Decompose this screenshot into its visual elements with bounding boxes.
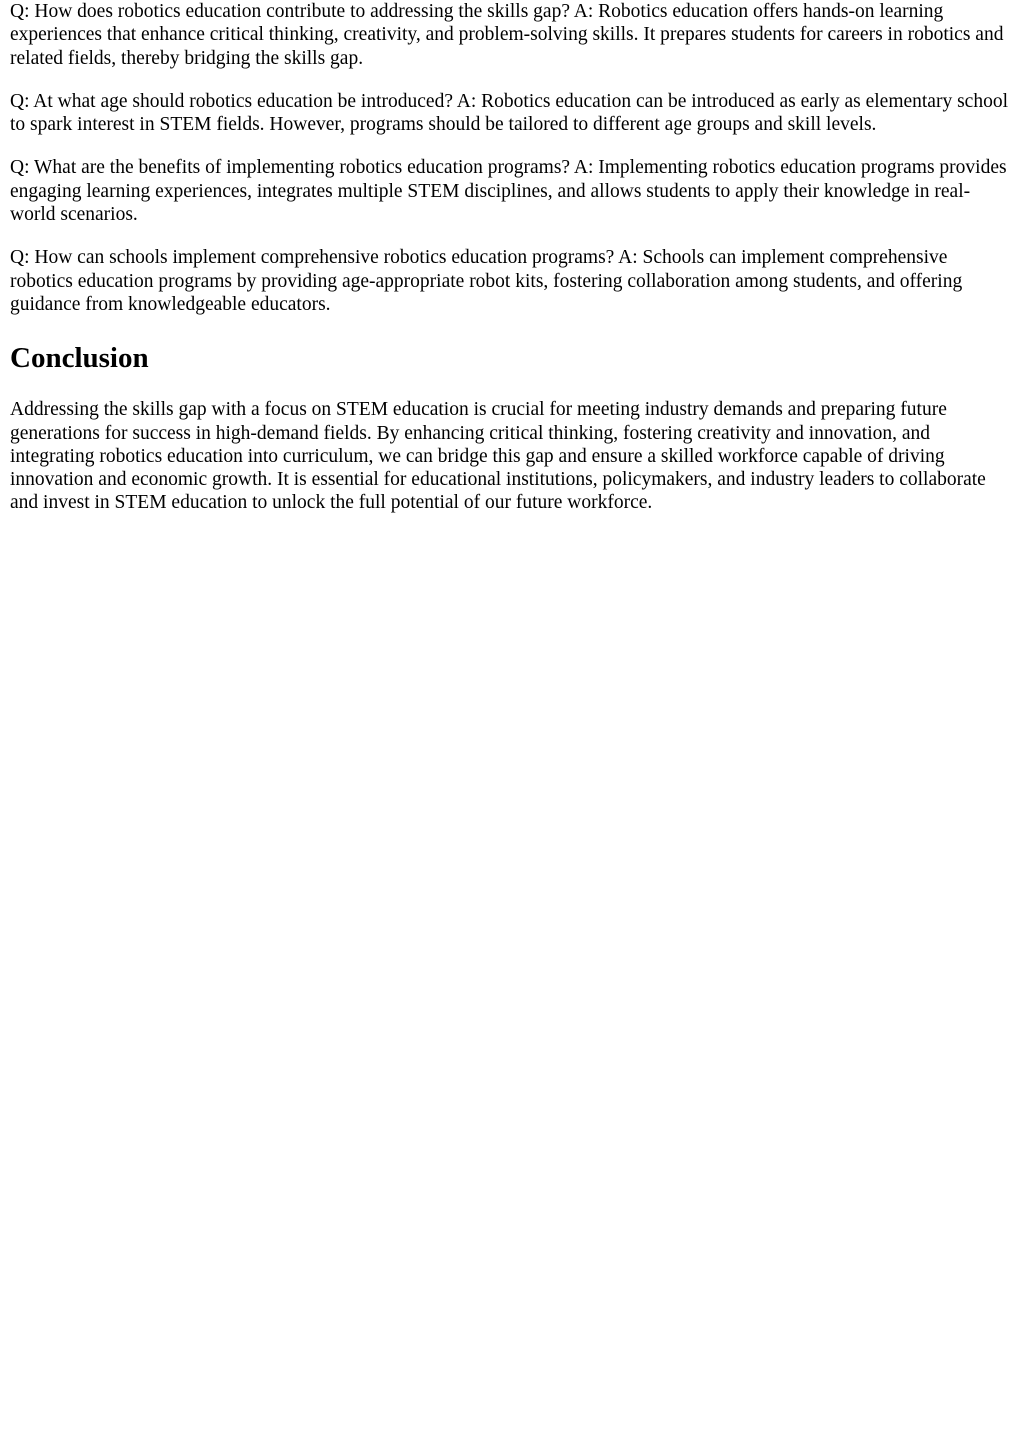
conclusion-heading: Conclusion (10, 342, 149, 375)
document-page (10, 0, 1010, 515)
faq-item-1: Q: How does robotics education contribute to addressing the skills gap? A: Robotics education offers hands-on learning experiences that enhance critical thinking, creativity, and problem-solving skills. It prepares students for careers in robotics and related fields, thereby bridging the skills gap. (10, 1, 1004, 69)
faq-item-3: Q: What are the benefits of implementing robotics education programs? A: Implementing robotics education programs provides engaging learning experiences, integrates multiple STEM disciplines, and allows students to apply their knowledge in real-world scenarios. (10, 157, 1007, 226)
conclusion-paragraph: Addressing the skills gap with a focus on STEM education is crucial for meeting industry demands and preparing future generations for success in high-demand fields. By enhancing critical thinking, fostering creativity and innovation, and integrating robotics education into curriculum, we can bridge this gap and ensure a skilled workforce capable of driving innovation and economic growth. It is essential for educational institutions, policymakers, and industry leaders to collaborate and invest in STEM education to unlock the full potential of our future workforce. (10, 399, 986, 514)
faq-item-4: Q: How can schools implement comprehensive robotics education programs? A: Schools can implement comprehensive robotics education programs by providing age-appropriate robot kits, fostering collaboration among students, and offering guidance from knowledgeable educators. (10, 247, 963, 315)
faq-item-2: Q: At what age should robotics education be introduced? A: Robotics education can be introduced as early as elementary school to spark interest in STEM fields. However, programs should be tailored to different age groups and skill levels. (10, 90, 1008, 136)
